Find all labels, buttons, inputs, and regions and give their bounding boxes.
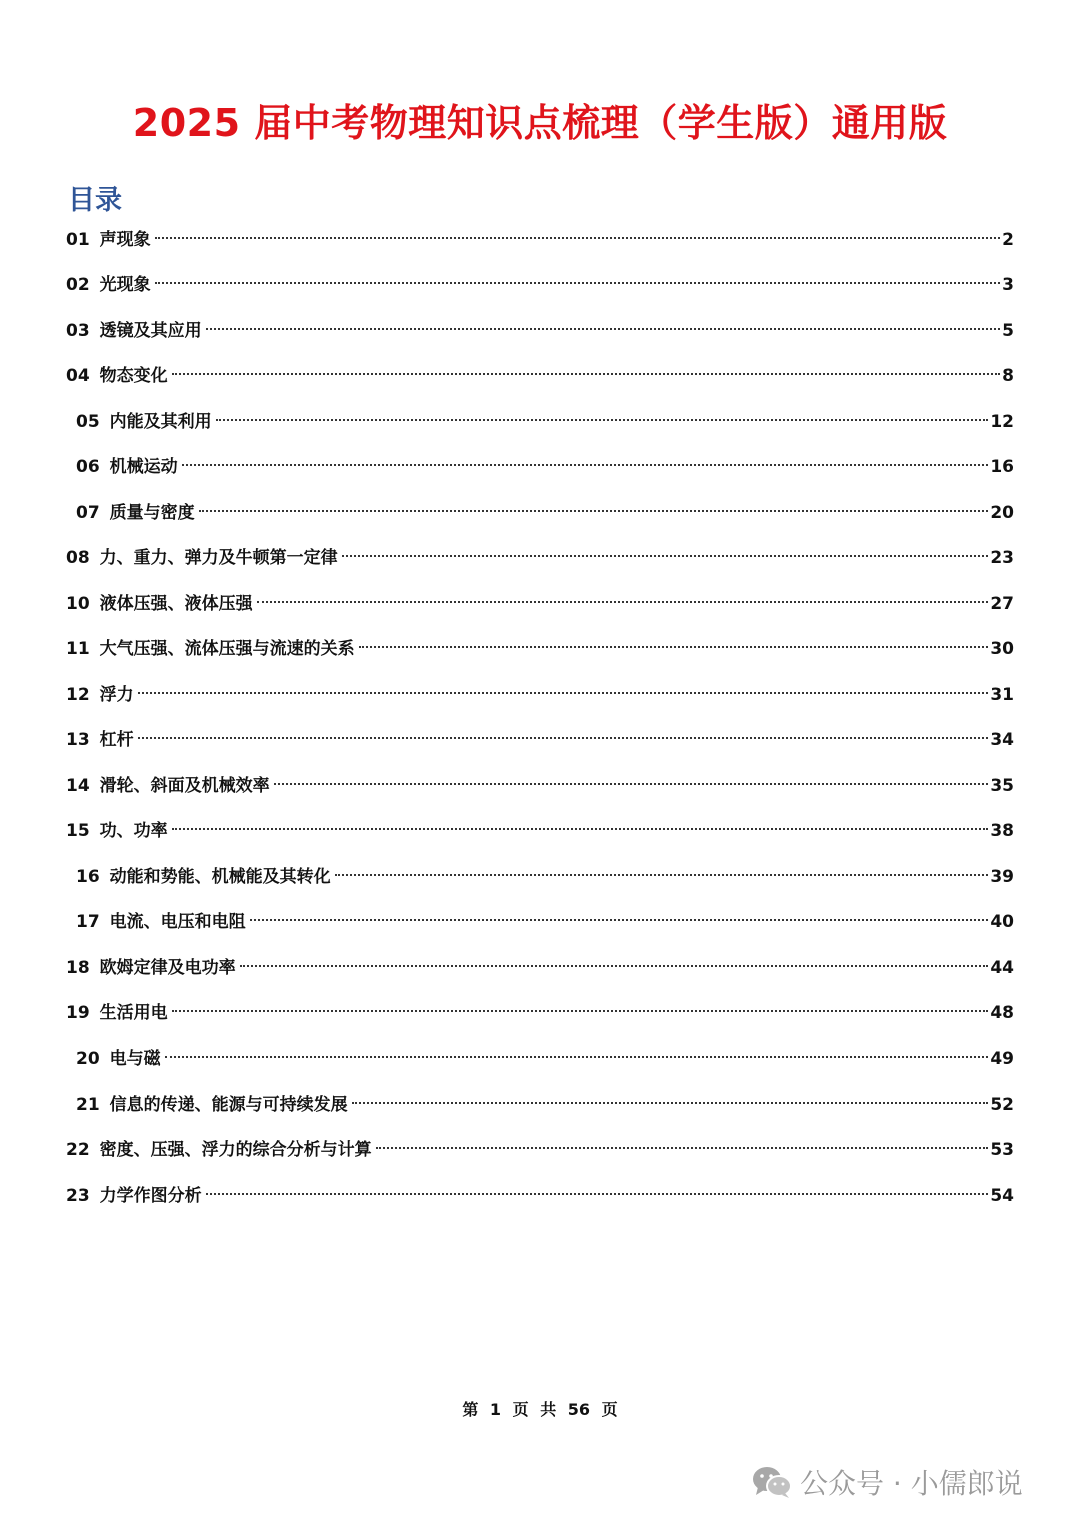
toc-entry-title: 机械运动 xyxy=(109,457,178,477)
toc-entry-title: 功、功率 xyxy=(99,821,168,841)
toc-entry-number: 08 xyxy=(66,548,90,568)
toc-entry-title: 信息的传递、能源与可持续发展 xyxy=(109,1095,348,1115)
toc-entry-title: 液体压强、液体压强 xyxy=(99,594,253,614)
toc-entry-page: 2 xyxy=(1002,230,1014,250)
toc-leader-dots xyxy=(240,965,989,967)
toc-entry[interactable] xyxy=(66,316,1014,346)
toc-entry[interactable] xyxy=(76,862,1014,892)
toc-entry-number: 22 xyxy=(66,1140,90,1160)
toc-leader-dots xyxy=(352,1102,989,1104)
toc-leader-dots xyxy=(138,737,989,739)
toc-entry-page: 8 xyxy=(1002,366,1014,386)
toc-entry-title: 透镜及其应用 xyxy=(99,321,202,341)
toc-entry-number: 16 xyxy=(76,867,100,887)
toc-entry[interactable] xyxy=(66,1135,1014,1165)
toc-entry[interactable] xyxy=(76,907,1014,937)
page-indicator: 第 1 页 共 56 页 xyxy=(462,1400,618,1419)
toc-entry-title: 杠杆 xyxy=(99,730,134,750)
toc-entry-title: 电流、电压和电阻 xyxy=(109,912,246,932)
toc-leader-dots xyxy=(274,783,989,785)
toc-leader-dots xyxy=(172,1010,989,1012)
toc-entry-number: 10 xyxy=(66,594,90,614)
toc-entry[interactable] xyxy=(66,1181,1014,1211)
toc-leader-dots xyxy=(376,1147,989,1149)
toc-entry-number: 03 xyxy=(66,321,90,341)
toc-entry-page: 20 xyxy=(990,503,1014,523)
toc-entry-page: 12 xyxy=(990,412,1014,432)
toc-entry-title: 内能及其利用 xyxy=(109,412,212,432)
toc-entry-number: 07 xyxy=(76,503,100,523)
toc-entry-number: 15 xyxy=(66,821,90,841)
toc-entry[interactable] xyxy=(76,452,1014,482)
toc-leader-dots xyxy=(138,692,989,694)
toc-leader-dots xyxy=(216,419,989,421)
toc-entry-number: 06 xyxy=(76,457,100,477)
toc-leader-dots xyxy=(199,510,989,512)
toc-leader-dots xyxy=(172,373,1000,375)
toc-entry-title: 欧姆定律及电功率 xyxy=(99,958,236,978)
toc-leader-dots xyxy=(359,646,989,648)
toc-leader-dots xyxy=(182,464,989,466)
toc-entry-page: 16 xyxy=(990,457,1014,477)
toc-leader-dots xyxy=(250,919,989,921)
toc-entry-page: 30 xyxy=(990,639,1014,659)
toc-entry-title: 声现象 xyxy=(99,230,151,250)
toc-entry[interactable] xyxy=(76,498,1014,528)
toc-leader-dots xyxy=(155,237,1000,239)
toc-entry[interactable] xyxy=(66,725,1014,755)
toc-entry[interactable] xyxy=(66,680,1014,710)
document-title: 2025 届中考物理知识点梳理（学生版）通用版 xyxy=(132,101,948,145)
toc-leader-dots xyxy=(172,828,989,830)
toc-entry-page: 35 xyxy=(990,776,1014,796)
toc-entry-title: 力学作图分析 xyxy=(99,1186,202,1206)
watermark xyxy=(752,1462,1023,1502)
toc-entry-page: 27 xyxy=(990,594,1014,614)
toc-entry-number: 21 xyxy=(76,1095,100,1115)
watermark-text: 公众号 · 小儒郎说 xyxy=(800,1467,1023,1500)
toc-entry-number: 04 xyxy=(66,366,90,386)
toc-entry-number: 14 xyxy=(66,776,90,796)
toc-entry-page: 49 xyxy=(990,1049,1014,1069)
toc-entry-page: 40 xyxy=(990,912,1014,932)
toc-leader-dots xyxy=(155,282,1000,284)
toc-entry-title: 大气压强、流体压强与流速的关系 xyxy=(99,639,355,659)
toc-entry-page: 39 xyxy=(990,867,1014,887)
toc-entry-title: 力、重力、弹力及牛顿第一定律 xyxy=(99,548,338,568)
toc-entry[interactable] xyxy=(76,407,1014,437)
toc-entry-title: 光现象 xyxy=(99,275,151,295)
toc-entry-page: 44 xyxy=(990,958,1014,978)
toc-entry[interactable] xyxy=(66,361,1014,391)
toc-entry-number: 20 xyxy=(76,1049,100,1069)
toc-entry-number: 13 xyxy=(66,730,90,750)
toc-entry-page: 23 xyxy=(990,548,1014,568)
toc-entry[interactable] xyxy=(66,953,1014,983)
toc-entry[interactable] xyxy=(76,1044,1014,1074)
toc-entry-title: 浮力 xyxy=(99,685,134,705)
toc-entry-page: 52 xyxy=(990,1095,1014,1115)
toc-entry-page: 38 xyxy=(990,821,1014,841)
toc-entry-page: 54 xyxy=(990,1186,1014,1206)
toc-entry-number: 19 xyxy=(66,1003,90,1023)
toc-leader-dots xyxy=(342,555,989,557)
toc-entry-page: 31 xyxy=(990,685,1014,705)
toc-entry-title: 动能和势能、机械能及其转化 xyxy=(109,867,331,887)
toc-heading: 目录 xyxy=(68,185,122,216)
toc-entry-title: 质量与密度 xyxy=(109,503,195,523)
toc-entry-title: 密度、压强、浮力的综合分析与计算 xyxy=(99,1140,372,1160)
wechat-icon xyxy=(752,1465,792,1499)
toc-entry-page: 3 xyxy=(1002,275,1014,295)
toc-leader-dots xyxy=(257,601,989,603)
toc-entry[interactable] xyxy=(66,998,1014,1028)
toc-entry-number: 02 xyxy=(66,275,90,295)
toc-entry-title: 生活用电 xyxy=(99,1003,168,1023)
toc-leader-dots xyxy=(206,1193,989,1195)
toc-entry[interactable] xyxy=(66,270,1014,300)
toc-entry-title: 滑轮、斜面及机械效率 xyxy=(99,776,270,796)
toc-leader-dots xyxy=(206,328,1000,330)
toc-entry-title: 物态变化 xyxy=(99,366,168,386)
toc-entry[interactable] xyxy=(66,589,1014,619)
toc-entry-page: 34 xyxy=(990,730,1014,750)
toc-entry-number: 17 xyxy=(76,912,100,932)
toc-entry[interactable] xyxy=(66,543,1014,573)
toc-entry-page: 48 xyxy=(990,1003,1014,1023)
toc-entry-number: 11 xyxy=(66,639,90,659)
toc-entry-title: 电与磁 xyxy=(109,1049,161,1069)
toc-entry-number: 01 xyxy=(66,230,90,250)
toc-leader-dots xyxy=(165,1056,989,1058)
toc-entry-number: 18 xyxy=(66,958,90,978)
toc-entry[interactable] xyxy=(66,816,1014,846)
toc-entry[interactable] xyxy=(76,1090,1014,1120)
toc-entry-page: 53 xyxy=(990,1140,1014,1160)
toc-entry[interactable] xyxy=(66,225,1014,255)
toc-entry-number: 23 xyxy=(66,1186,90,1206)
toc-entry-page: 5 xyxy=(1002,321,1014,341)
toc-entry-number: 12 xyxy=(66,685,90,705)
toc-entry[interactable] xyxy=(66,771,1014,801)
toc-entry-number: 05 xyxy=(76,412,100,432)
toc-leader-dots xyxy=(335,874,989,876)
toc-entry[interactable] xyxy=(66,634,1014,664)
